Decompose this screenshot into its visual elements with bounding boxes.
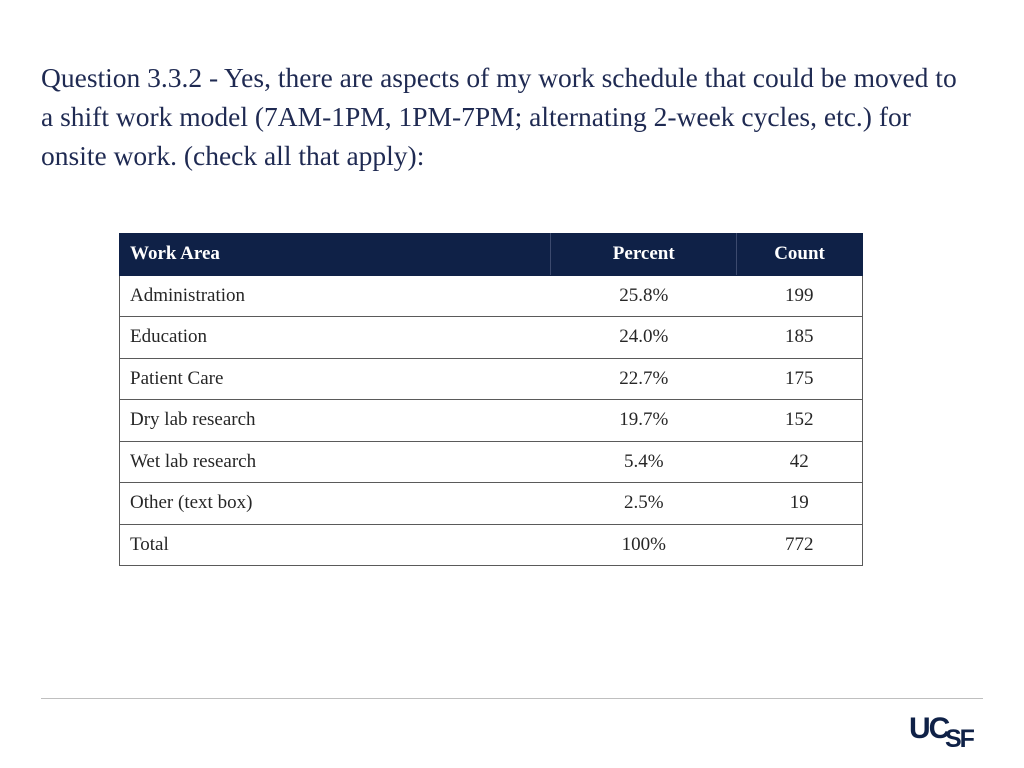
cell-count: 152: [737, 400, 863, 442]
footer-divider: [41, 698, 983, 699]
cell-percent: 25.8%: [551, 275, 737, 317]
ucsf-logo: [907, 712, 987, 752]
work-area-table: [119, 233, 863, 566]
table-row: [120, 441, 863, 483]
cell-work-area: Total: [120, 524, 551, 566]
table-row: [120, 483, 863, 525]
slide-title: Question 3.3.2 - Yes, there are aspects of my work schedule that could be moved to a shift work model (7AM-1PM, 1PM-7PM; alternating 2-week cycles, etc.) for onsite work. (check all that apply):: [41, 62, 957, 171]
cell-percent: 24.0%: [551, 317, 737, 359]
cell-percent: 2.5%: [551, 483, 737, 525]
cell-count: 175: [737, 358, 863, 400]
logo-sf: SF: [945, 725, 973, 753]
cell-count: 199: [737, 275, 863, 317]
table-row: [120, 275, 863, 317]
cell-count: 772: [737, 524, 863, 566]
table-row: [120, 317, 863, 359]
table-header-row: [120, 234, 863, 276]
cell-percent: 22.7%: [551, 358, 737, 400]
cell-percent: 19.7%: [551, 400, 737, 442]
cell-percent: 100%: [551, 524, 737, 566]
cell-work-area: Administration: [120, 275, 551, 317]
cell-work-area: Dry lab research: [120, 400, 551, 442]
table-row: [120, 400, 863, 442]
header-count: Count: [737, 234, 863, 276]
cell-work-area: Patient Care: [120, 358, 551, 400]
cell-work-area: Wet lab research: [120, 441, 551, 483]
cell-count: 42: [737, 441, 863, 483]
cell-count: 185: [737, 317, 863, 359]
header-percent: Percent: [551, 234, 737, 276]
logo-uc: UC: [909, 712, 949, 745]
cell-work-area: Education: [120, 317, 551, 359]
table-row: [120, 358, 863, 400]
cell-work-area: Other (text box): [120, 483, 551, 525]
cell-percent: 5.4%: [551, 441, 737, 483]
cell-count: 19: [737, 483, 863, 525]
table-total-row: [120, 524, 863, 566]
header-work-area: Work Area: [120, 234, 551, 276]
